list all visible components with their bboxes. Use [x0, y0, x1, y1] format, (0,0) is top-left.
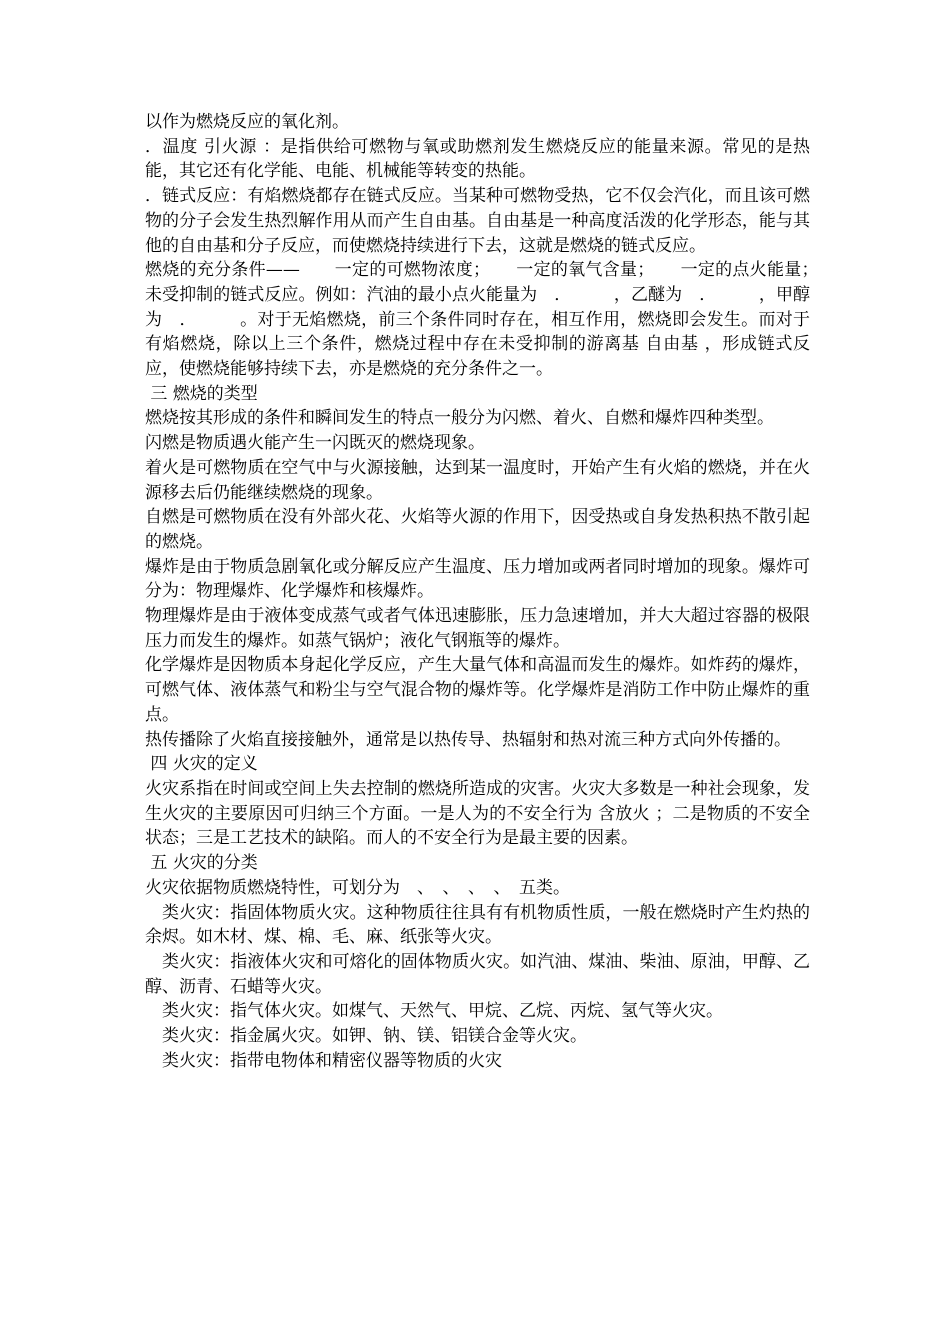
paragraph-fire-classification-intro: 火灾依据物质燃烧特性，可划分为 、 、 、 、 五类。 [145, 877, 570, 898]
paragraph-flash-fire: 闪燃是物质遇火能产生一闪既灭的燃烧现象。 [145, 433, 485, 454]
paragraph-class-liquid-fire: 类火灾：指液体火灾和可熔化的固体物质火灾。如汽油、煤油、柴油、原油，甲醇、乙醇、沥青、石蜡等火灾。 [145, 951, 810, 997]
paragraph-spontaneous-combustion: 自燃是可燃物质在没有外部火花、火焰等火源的作用下，因受热或自身发热积热不散引起的燃烧。 [145, 507, 810, 552]
paragraph-class-metal-fire: 类火灾：指金属火灾。如钾、钠、镁、铝镁合金等火灾。 [145, 1026, 587, 1047]
paragraph-heat-transfer: 热传播除了火焰直接接触外，通常是以热传导、热辐射和热对流三种方式向外传播的。 [145, 729, 791, 750]
paragraph-class-gas-fire: 类火灾：指气体火灾。如煤气、天然气、甲烷、乙烷、丙烷、氢气等火灾。 [145, 1001, 723, 1022]
paragraph-chemical-explosion: 化学爆炸是因物质本身起化学反应，产生大量气体和高温而发生的爆炸。如炸药的爆炸，可燃气体、液体蒸气和粉尘与空气混合物的爆炸等。化学爆炸是消防工作中防止爆炸的重点。 [145, 655, 810, 725]
paragraph-sufficient-conditions: 燃烧的充分条件—— 一定的可燃物浓度； 一定的氧气含量； 一定的点火能量； 未受抑制的链式反应。例如：汽油的最小点火能量为 ． ，乙醚为 ． ，甲醇为 ． 。对于无焰燃烧，前三个条件同时存在，相互作用，燃烧即会发生。而对于有焰燃烧，除以上三个条件，燃烧过程中存在未受抑制的游离基 自由基 ，形成链式反应，使燃烧能够持续下去，亦是燃烧的充分条件之一。 [145, 260, 844, 380]
paragraph-chain-reaction: ．链式反应：有焰燃烧都存在链式反应。当某种可燃物受热，它不仅会汽化，而且该可燃物的分子会发生热烈解作用从而产生自由基。自由基是一种高度活泼的化学形态，能与其他的自由基和分子反应，而使燃烧持续进行下去，这就是燃烧的链式反应。 [145, 186, 810, 256]
paragraph-explosion: 爆炸是由于物质急剧氧化或分解反应产生温度、压力增加或两者同时增加的现象。爆炸可分为：物理爆炸、化学爆炸和核爆炸。 [145, 556, 810, 602]
heading-fire-classification: 五 火灾的分类 [145, 853, 258, 874]
paragraph-ignition-source: ．温度 引火源 ：是指供给可燃物与氧或助燃剂发生燃烧反应的能量来源。常见的是热能，其它还有化学能、电能、机械能等转变的热能。 [145, 136, 810, 182]
paragraph-oxidizer-continued: 以作为燃烧反应的氧化剂。 [145, 112, 349, 132]
paragraph-physical-explosion: 物理爆炸是由于液体变成蒸气或者气体迅速膨胀，压力急速增加，并大大超过容器的极限压力而发生的爆炸。如蒸气锅炉；液化气钢瓶等的爆炸。 [145, 606, 810, 651]
paragraph-combustion-types-intro: 燃烧按其形成的条件和瞬间发生的特点一般分为闪燃、着火、自燃和爆炸四种类型。 [145, 408, 774, 429]
heading-combustion-types: 三 燃烧的类型 [145, 383, 258, 404]
paragraph-class-electrical-fire: 类火灾：指带电物体和精密仪器等物质的火灾 [145, 1050, 502, 1071]
paragraph-class-solid-fire: 类火灾：指固体物质火灾。这种物质往往具有有机物质性质，一般在燃烧时产生灼热的余烬。如木材、煤、棉、毛、麻、纸张等火灾。 [145, 902, 810, 948]
document-body [145, 110, 844, 1073]
paragraph-ignition: 着火是可燃物质在空气中与火源接触，达到某一温度时，开始产生有火焰的燃烧，并在火源移去后仍能继续燃烧的现象。 [145, 457, 810, 503]
paragraph-fire-definition: 火灾系指在时间或空间上失去控制的燃烧所造成的灾害。火灾大多数是一种社会现象，发生火灾的主要原因可归纳三个方面。一是人为的不安全行为 含放火 ；二是物质的不安全状态；三是工艺技术的缺陷。而人的不安全行为是最主要的因素。 [145, 778, 810, 849]
heading-fire-definition: 四 火灾的定义 [145, 754, 258, 775]
